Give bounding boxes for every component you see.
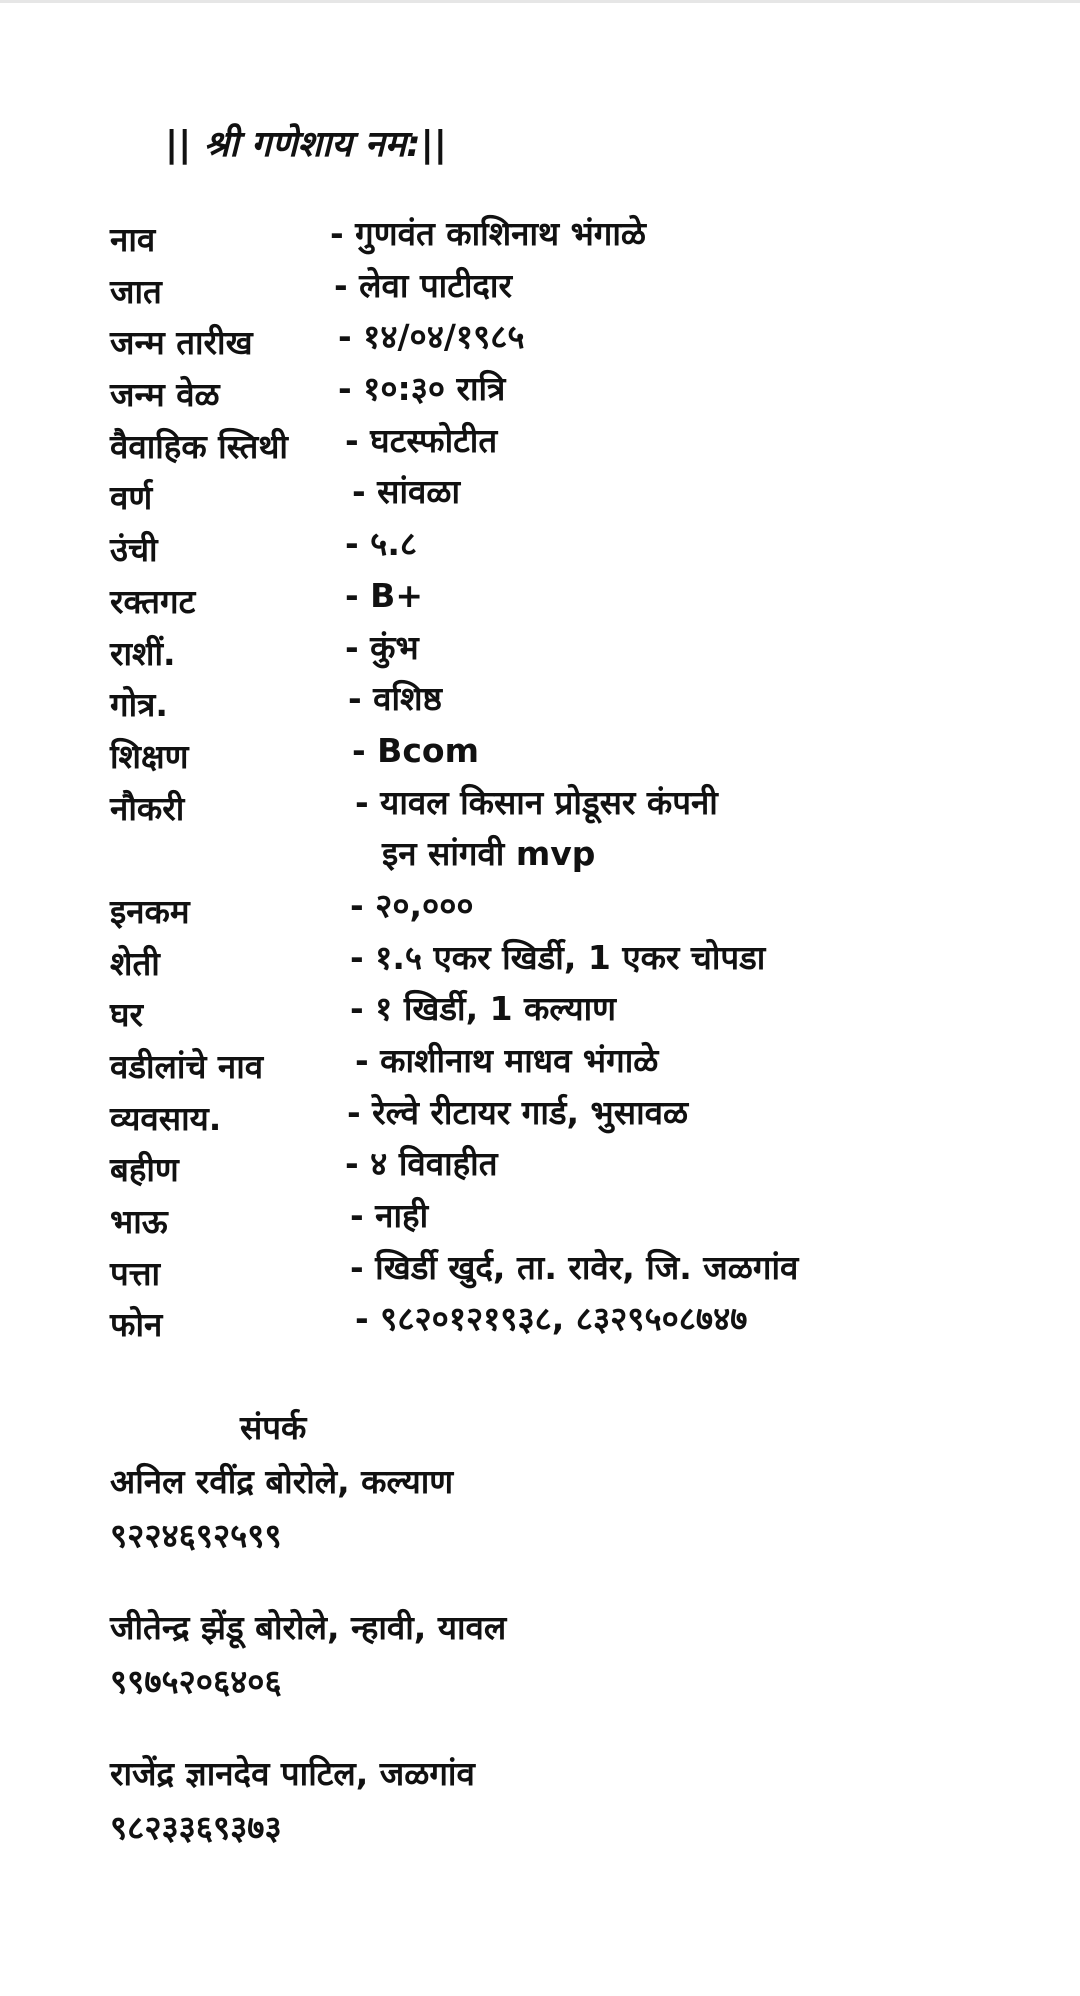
detail-value: - B+ xyxy=(345,575,423,615)
detail-value: - रेल्वे रीटायर गार्ड, भुसावळ xyxy=(347,1092,689,1132)
detail-label: जन्म वेळ xyxy=(110,375,220,415)
detail-value-continuation: इन सांगवी mvp xyxy=(382,834,596,874)
detail-value: - नाही xyxy=(350,1196,429,1236)
contact-person-name: राजेंद्र ज्ञानदेव पाटिल, जळगांव xyxy=(110,1754,475,1793)
detail-row-education xyxy=(110,729,1070,781)
detail-value: - १ खिर्डी, 1 कल्याण xyxy=(350,989,617,1029)
detail-value: - गुणवंत काशिनाथ भंगाळे xyxy=(330,214,646,253)
detail-value: - वशिष्ठ xyxy=(348,679,442,719)
detail-label: नौकरी xyxy=(110,788,185,828)
detail-label: घर xyxy=(110,995,143,1035)
detail-label: जन्म तारीख xyxy=(110,323,253,363)
detail-label: पत्ता xyxy=(110,1253,161,1293)
contact-person-phone: ९८२३३६९३७३ xyxy=(110,1808,282,1847)
detail-label: वडीलांचे नाव xyxy=(110,1047,264,1087)
detail-label: शेती xyxy=(110,943,160,983)
detail-value: - घटस्फोटीत xyxy=(345,420,498,460)
detail-label: राशीं. xyxy=(110,633,176,673)
detail-row-caste xyxy=(110,264,1070,316)
detail-row-job xyxy=(110,781,1070,884)
detail-label: उंची xyxy=(110,530,158,570)
biodata-details xyxy=(110,212,1070,1349)
detail-value: - १.५ एकर खिर्डी, 1 एकर चोपडा xyxy=(350,937,766,977)
contact-person-name: जीतेन्द्र झेंडू बोरोले, न्हावी, यावल xyxy=(110,1608,507,1647)
detail-row-brothers xyxy=(110,1194,1070,1246)
detail-row-address xyxy=(110,1246,1070,1298)
contact-person-phone: ९२२४६९२५९९ xyxy=(110,1516,282,1555)
detail-value: - खिर्डी खुर्द, ता. रावेर, जि. जळगांव xyxy=(350,1247,799,1287)
detail-value-line: - यावल किसान प्रोडूसर कंपनी xyxy=(355,782,718,822)
detail-value: - काशीनाथ माधव भंगाळे xyxy=(355,1041,659,1081)
detail-value: - कुंभ xyxy=(345,627,419,667)
detail-label: भाऊ xyxy=(110,1202,168,1242)
contact-heading: संपर्क xyxy=(240,1408,307,1447)
detail-label: फोन xyxy=(110,1305,163,1345)
detail-row-birth-date xyxy=(110,315,1070,367)
detail-row-birth-time xyxy=(110,367,1070,419)
detail-label: इनकम xyxy=(110,891,190,931)
detail-label: रक्तगट xyxy=(110,581,196,621)
detail-value: - सांवळा xyxy=(352,472,461,512)
detail-row-occupation xyxy=(110,1091,1070,1143)
detail-value: - १४/०४/१९८५ xyxy=(338,317,525,357)
detail-row-sisters xyxy=(110,1142,1070,1194)
detail-row-height xyxy=(110,522,1070,574)
detail-value: - १०:३० रात्रि xyxy=(338,369,506,409)
detail-label: नाव xyxy=(110,220,156,259)
detail-label: वैवाहिक स्तिथी xyxy=(110,426,288,466)
detail-row-marital-status xyxy=(110,419,1070,471)
detail-row-name xyxy=(110,212,1070,264)
detail-label: शिक्षण xyxy=(110,736,189,776)
detail-value: - ४ विवाहीत xyxy=(345,1144,498,1184)
contact-person-name: अनिल रवींद्र बोरोले, कल्याण xyxy=(110,1462,454,1501)
detail-label: व्यवसाय. xyxy=(110,1098,222,1138)
detail-row-gotra xyxy=(110,677,1070,729)
detail-value: - ९८२०१२१९३८, ८३२९५०८७४७ xyxy=(355,1299,748,1339)
detail-row-farm xyxy=(110,936,1070,988)
detail-label: बहीण xyxy=(110,1150,179,1190)
detail-row-blood-group xyxy=(110,574,1070,626)
detail-label: वर्ण xyxy=(110,478,153,518)
contact-person-phone: ९९७५२०६४०६ xyxy=(110,1662,282,1701)
detail-row-complexion xyxy=(110,470,1070,522)
detail-row-income xyxy=(110,884,1070,936)
detail-row-house xyxy=(110,987,1070,1039)
detail-value: - Bcom xyxy=(352,730,479,770)
detail-label: जात xyxy=(110,271,162,311)
detail-value: - २०,००० xyxy=(350,885,474,925)
detail-value xyxy=(355,777,718,880)
detail-label: गोत्र. xyxy=(110,685,168,725)
page-title: || श्री गणेशाय नम:|| xyxy=(165,124,447,165)
detail-row-father-name xyxy=(110,1039,1070,1091)
detail-value: - लेवा पाटीदार xyxy=(334,265,512,305)
top-border xyxy=(0,0,1080,3)
detail-value: - ५.८ xyxy=(345,524,418,564)
detail-row-zodiac xyxy=(110,626,1070,678)
detail-row-phone xyxy=(110,1297,1070,1349)
